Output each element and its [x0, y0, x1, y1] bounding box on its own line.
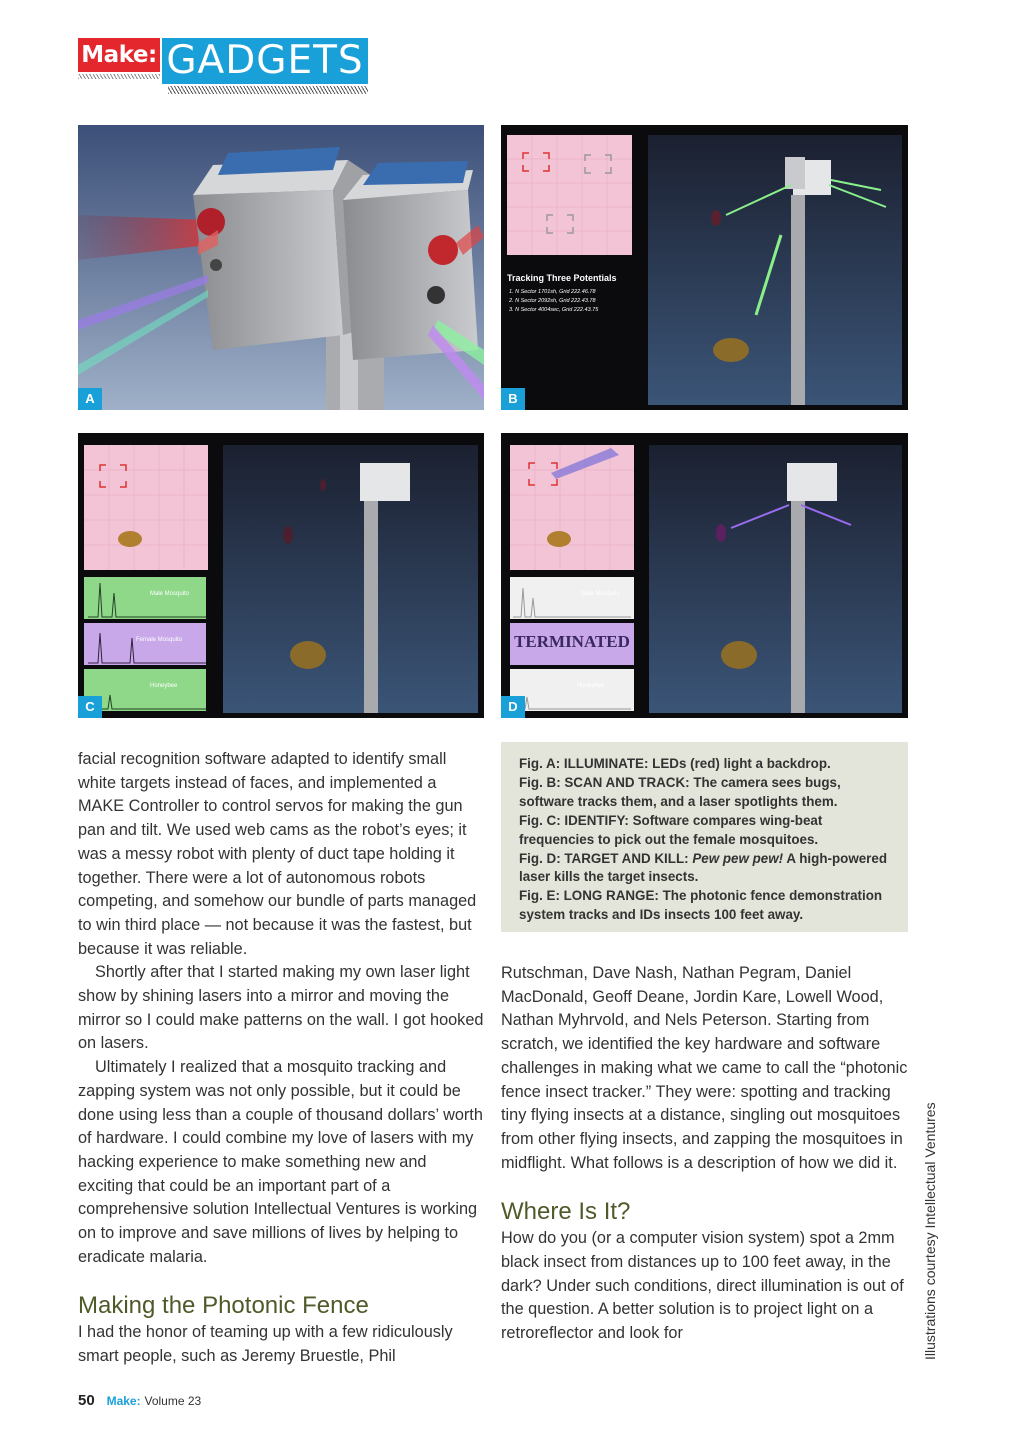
- left-paragraph-3: Ultimately I realized that a mosquito tracking and zapping system was not only possible, but it could be done using less than a couple of thousand dollars’ worth of hardware. I could combine my love of lasers with my hacking experience to make something new and exciting that could be an important part of a comprehensive solution Intellectual Ventures is working on to improve and save millions of lives by helping to eradicate malaria.: [78, 1058, 483, 1266]
- figure-b-line-1: 1. N Sector 1701sh, Grid 222.46.78: [509, 289, 596, 295]
- section-hatch-decoration: [168, 86, 368, 94]
- figure-b-illustration: [501, 125, 908, 410]
- heading-making-the-photonic-fence: Making the Photonic Fence: [78, 1292, 369, 1320]
- figure-d-panel-3: Honeybee: [577, 683, 605, 689]
- figure-c-panel-3: Honeybee: [150, 683, 178, 689]
- figure-a: [78, 125, 484, 410]
- footer-volume: Volume 23: [144, 1394, 202, 1408]
- caption-fig-b: Fig. B: SCAN AND TRACK: The camera sees bugs, software tracks them, and a laser spotlights them.: [519, 774, 841, 809]
- figure-b-heading: Tracking Three Potentials: [507, 273, 617, 283]
- logo-hatch-decoration: [78, 74, 160, 79]
- figure-b-line-2: 2. N Sector 2092sh, Grid 222.43.78: [509, 298, 596, 304]
- figure-c-illustration: [78, 433, 484, 718]
- right-paragraph-1: Rutschman, Dave Nash, Nathan Pegram, Daniel MacDonald, Geoff Deane, Jordin Kare, Lowell Wood, Nathan Myhrvold, and Nels Peterson. Starting from scratch, we identified the key hardware and software challenges in making what we came to call the “photonic fence insect tracker.” They were: spotting and tracking tiny flying insects at a distance, singling out mosquitoes from other flying insects, and zapping the mosquitoes in midflight. What follows is a description of how we did it.: [501, 964, 908, 1172]
- caption-fig-d: Fig. D: TARGET AND KILL: Pew pew pew! A high-powered laser kills the target insects.: [519, 850, 888, 885]
- figure-caption-box: [501, 742, 908, 932]
- caption-fig-e: Fig. E: LONG RANGE: The photonic fence demonstration system tracks and IDs insects 100 feet away.: [519, 888, 883, 923]
- footer-magazine-name: Make:: [106, 1394, 141, 1408]
- figure-a-illustration: [78, 125, 484, 410]
- left-column: [78, 748, 486, 1369]
- page-footer: [78, 1392, 201, 1409]
- page-number: 50: [78, 1392, 95, 1409]
- heading-where-is-it: Where Is It?: [501, 1198, 631, 1226]
- figure-b: [501, 125, 908, 410]
- figure-b-label: B: [501, 388, 525, 410]
- left-paragraph-2: Shortly after that I started making my own laser light show by shining lasers into a mirror and moving the mirror so I could make patterns on the wall. I got hooked on lasers.: [78, 963, 484, 1053]
- figure-d-label: D: [501, 696, 525, 718]
- make-logo: Make:: [78, 38, 160, 72]
- figure-c-panel-2: Female Mosquito: [136, 637, 183, 643]
- left-paragraph-1: facial recognition software adapted to identify small white targets instead of faces, and implemented a MAKE Controller to control servos for making the gun pan and tilt. We used web cams as the robot’s eyes; it was a messy robot with plenty of duct tape holding it together. There were a lot of autonomous robots competing, and somehow our bundle of parts managed to win third place — not because it was the fastest, but because it was reliable.: [78, 750, 477, 958]
- figure-c-label: C: [78, 696, 102, 718]
- figure-d-illustration: [501, 433, 908, 718]
- figure-c-panel-1: Male Mosquito: [150, 591, 190, 597]
- figure-c: [78, 433, 484, 718]
- figure-d-terminated: TERMINATED: [514, 632, 630, 651]
- caption-fig-a: Fig. A: ILLUMINATE: LEDs (red) light a backdrop.: [519, 756, 831, 771]
- figure-d-panel-1: Male Mosquito: [581, 591, 621, 597]
- right-paragraph-2: How do you (or a computer vision system) spot a 2mm black insect from distances up to 100 feet away, in the dark? Under such conditions, direct illumination is out of the question. A better solution is to project light on a retroreflector and look for: [501, 1229, 904, 1343]
- right-column: [501, 962, 911, 1346]
- figure-b-line-3: 3. N Sector 4004sec, Grid 222.43.75: [509, 307, 599, 313]
- figure-d: [501, 433, 908, 718]
- illustration-credit: Illustrations courtesy Intellectual Ventures: [922, 1102, 938, 1360]
- caption-fig-c: Fig. C: IDENTIFY: Software compares wing-beat frequencies to pick out the female mosquitoes.: [519, 812, 823, 847]
- section-title-gadgets: GADGETS: [162, 38, 368, 84]
- left-paragraph-4: I had the honor of teaming up with a few ridiculously smart people, such as Jeremy Bruestle, Phil: [78, 1323, 453, 1366]
- figure-a-label: A: [78, 388, 102, 410]
